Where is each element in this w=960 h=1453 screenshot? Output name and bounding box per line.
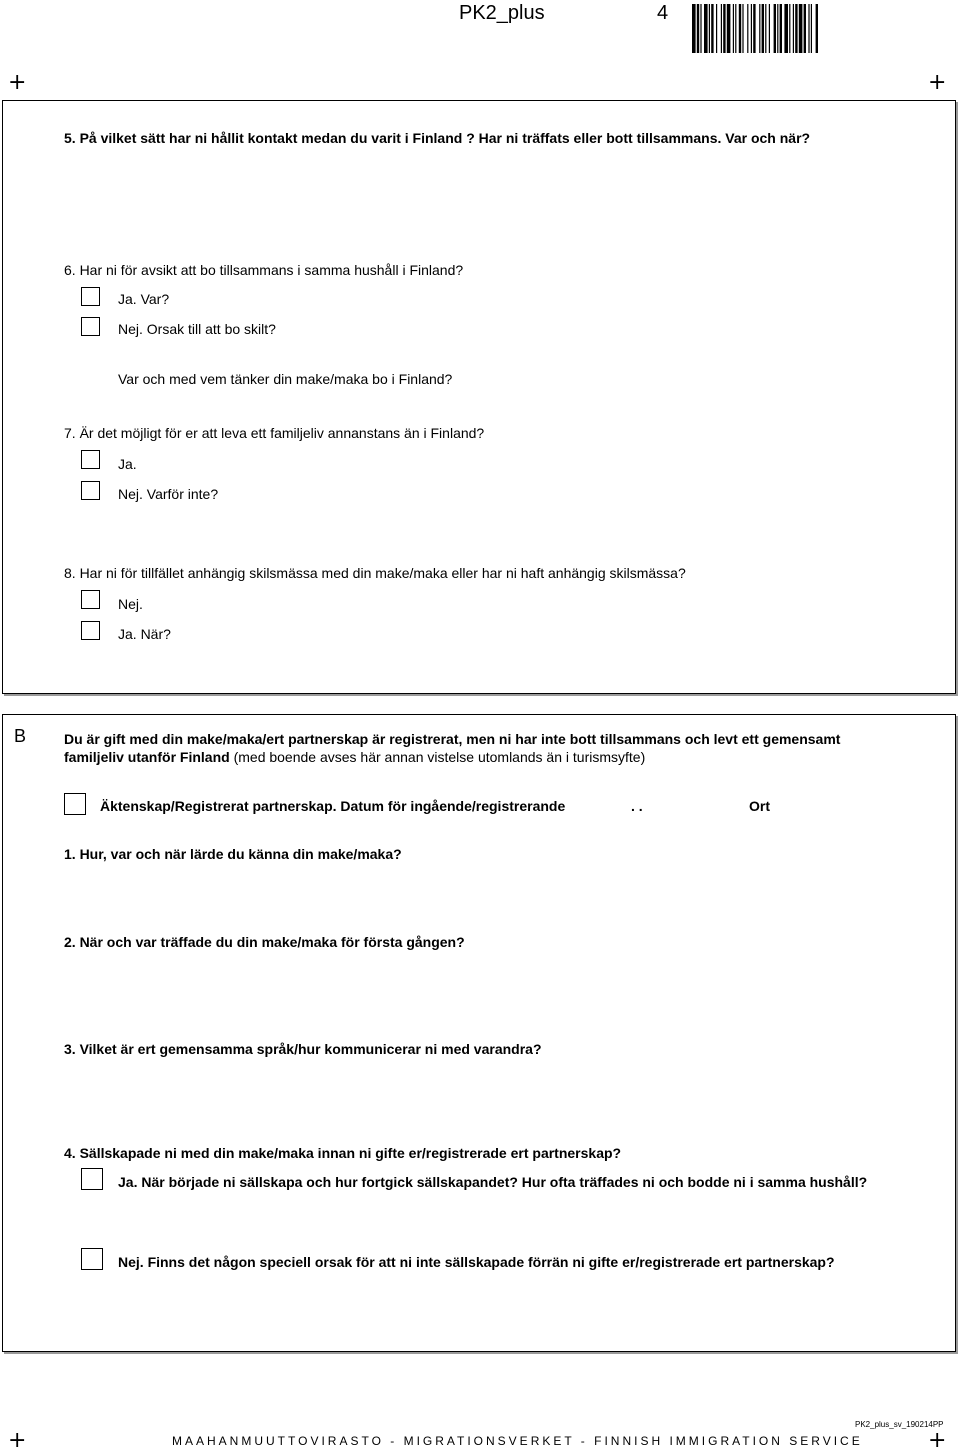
section-b-letter: B bbox=[14, 726, 27, 746]
checkbox-q8-yes[interactable] bbox=[81, 621, 100, 640]
question-6: 6. Har ni för avsikt att bo tillsammans i samma hushåll i Finland? bbox=[64, 262, 464, 278]
checkbox-q7-no[interactable] bbox=[81, 481, 100, 500]
checkbox-q6-yes[interactable] bbox=[81, 287, 100, 306]
question-5: 5. På vilket sätt har ni hållit kontakt medan du varit i Finland ? Har ni träffats eller bott tillsammans. Var och när? bbox=[64, 130, 811, 146]
agency-name: MAAHANMUUTTOVIRASTO - MIGRATIONSVERKET - FINNISH IMMIGRATION SERVICE bbox=[172, 1434, 863, 1448]
label-place: Ort bbox=[749, 798, 770, 814]
section-b-intro-bold: familjeliv utanför Finland bbox=[64, 749, 230, 765]
label-q7-no: Nej. Varför inte? bbox=[118, 486, 219, 502]
registration-mark-bottom-right: + bbox=[928, 1428, 947, 1453]
label-q8-no: Nej. bbox=[118, 596, 143, 612]
registration-mark-top-right: + bbox=[928, 70, 947, 95]
section-b-intro-line2 bbox=[64, 749, 645, 766]
registration-mark-top-left: + bbox=[8, 70, 27, 95]
answer-area-b2[interactable] bbox=[64, 954, 944, 1034]
question-b4: 4. Sällskapade ni med din make/maka innan ni gifte er/registrerade ert partnerskap? bbox=[64, 1145, 622, 1161]
barcode bbox=[692, 4, 922, 53]
section-b-intro-note: (med boende avses här annan vistelse utomlands än i turismsyfte) bbox=[229, 749, 646, 765]
question-7: 7. Är det möjligt för er att leva ett familjeliv annanstans än i Finland? bbox=[64, 425, 485, 441]
label-q6-yes: Ja. Var? bbox=[118, 291, 170, 307]
question-8: 8. Har ni för tillfället anhängig skilsmässa med din make/maka eller har ni haft anhängig skilsmässa? bbox=[64, 565, 686, 581]
page-number: 4 bbox=[657, 2, 669, 24]
checkbox-q6-no[interactable] bbox=[81, 317, 100, 336]
form-id: PK2_plus bbox=[459, 2, 545, 24]
date-separators: . . bbox=[631, 798, 643, 814]
label-b4-no: Nej. Finns det någon speciell orsak för att ni inte sällskapade förrän ni gifte er/registrerade ert partnerskap? bbox=[118, 1254, 835, 1270]
document-code: PK2_plus_sv_190214PP bbox=[855, 1420, 944, 1429]
checkbox-b4-no[interactable] bbox=[81, 1248, 103, 1270]
label-marriage-date: Äktenskap/Registrerat partnerskap. Datum för ingående/registrerande bbox=[100, 798, 566, 814]
checkbox-b4-yes[interactable] bbox=[81, 1168, 103, 1190]
question-b3: 3. Vilket är ert gemensamma språk/hur kommunicerar ni med varandra? bbox=[64, 1041, 542, 1057]
label-q7-yes: Ja. bbox=[118, 456, 137, 472]
checkbox-q8-no[interactable] bbox=[81, 590, 100, 609]
question-b2: 2. När och var träffade du din make/maka för första gången? bbox=[64, 934, 465, 950]
registration-mark-bottom-left: + bbox=[8, 1428, 27, 1453]
answer-area-b3[interactable] bbox=[64, 1061, 944, 1131]
answer-area-q5[interactable] bbox=[64, 150, 944, 250]
answer-area-b1[interactable] bbox=[64, 866, 944, 926]
checkbox-marriage-registered[interactable] bbox=[64, 793, 86, 815]
label-q8-yes: Ja. När? bbox=[118, 626, 171, 642]
label-q6-no: Nej. Orsak till att bo skilt? bbox=[118, 321, 276, 337]
checkbox-q7-yes[interactable] bbox=[81, 450, 100, 469]
question-6-followup: Var och med vem tänker din make/maka bo i Finland? bbox=[118, 371, 453, 387]
label-b4-yes: Ja. När började ni sällskapa och hur fortgick sällskapandet? Hur ofta träffades ni och bodde ni i samma hushåll? bbox=[118, 1174, 868, 1190]
question-b1: 1. Hur, var och när lärde du känna din make/maka? bbox=[64, 846, 402, 862]
section-b-intro-line1: Du är gift med din make/maka/ert partnerskap är registrerat, men ni har inte bott tillsammans och levt ett gemensamt bbox=[64, 731, 841, 747]
